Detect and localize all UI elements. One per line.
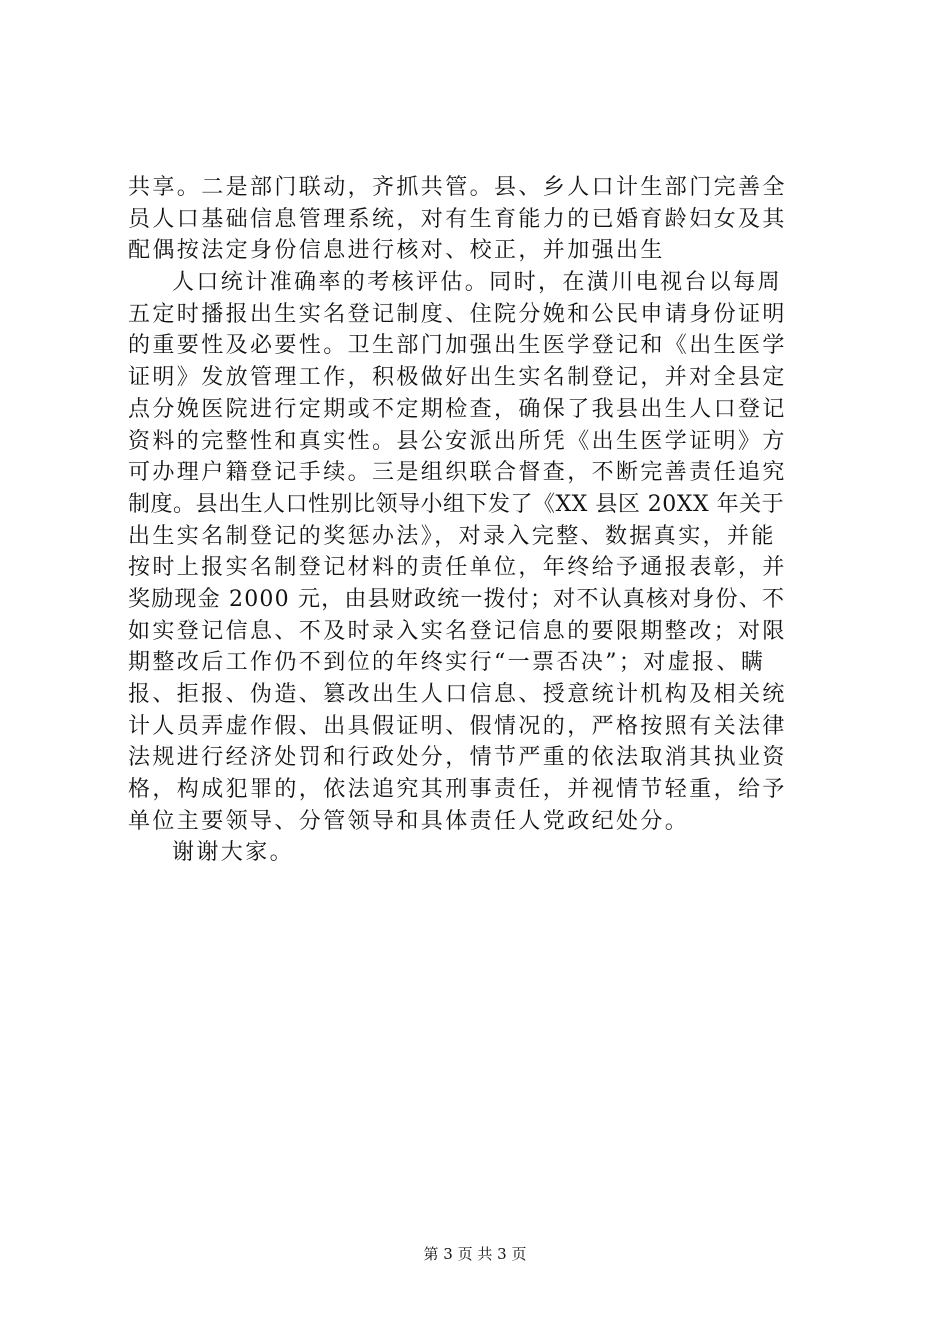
text-line-7: 证明》发放管理工作，积极做好出生实名制登记，并对全县定 — [128, 365, 787, 391]
text-line-9: 资料的完整性和真实性。县公安派出所凭《出生医学证明》方 — [128, 428, 787, 454]
text-line-4: 人口统计准确率的考核评估。同时，在潢川电视台以每周 — [172, 270, 783, 296]
text-line-13: 按时上报实名制登记材料的责任单位，年终给予通报表彰，并 — [128, 555, 787, 581]
text-line-10: 可办理户籍登记手续。三是组织联合督查，不断完善责任追究 — [128, 460, 787, 486]
page-number-footer: 第 3 页 共 3 页 — [423, 1245, 527, 1263]
text-line-19: 法规进行经济处罚和行政处分，情节严重的依法取消其执业资 — [128, 745, 787, 771]
text-line-3: 配偶按法定身份信息进行核对、校正，并加强出生 — [128, 238, 665, 264]
text-line-1: 共享。二是部门联动，齐抓共管。县、乡人口计生部门完善全 — [128, 175, 787, 200]
text-line-15: 如实登记信息、不及时录入实名登记信息的要限期整改；对限 — [128, 618, 787, 644]
document-body — [128, 172, 810, 869]
text-line-11: 制度。县出生人口性别比领导小组下发了《XX 县区 20XX 年关于 — [128, 491, 785, 517]
text-line-8: 点分娩医院进行定期或不定期检查，确保了我县出生人口登记 — [128, 396, 787, 422]
text-line-21: 单位主要领导、分管领导和具体责任人党政纪处分。 — [128, 808, 690, 834]
text-line-17: 报、拒报、伪造、篡改出生人口信息、授意统计机构及相关统 — [128, 682, 787, 707]
text-line-18: 计人员弄虚作假、出具假证明、假情况的，严格按照有关法律 — [128, 713, 787, 739]
text-line-12: 出生实名制登记的奖惩办法》，对录入完整、数据真实，并能 — [128, 523, 776, 549]
text-line-20: 格，构成犯罪的，依法追究其刑事责任，并视情节轻重，给予 — [128, 777, 787, 803]
text-line-6: 的重要性及必要性。卫生部门加强出生医学登记和《出生医学 — [128, 333, 787, 359]
text-line-5: 五定时播报出生实名登记制度、住院分娩和公民申请身份证明 — [128, 301, 787, 327]
text-line-14: 奖励现金 2000 元，由县财政统一拨付；对不认真核对身份、不 — [128, 586, 786, 612]
text-line-2: 员人口基础信息管理系统，对有生育能力的已婚育龄妇女及其 — [128, 206, 787, 232]
text-line-16: 期整改后工作仍不到位的年终实行“一票否决”；对虚报、瞒 — [128, 650, 766, 676]
text-line-22: 谢谢大家。 — [172, 840, 295, 866]
